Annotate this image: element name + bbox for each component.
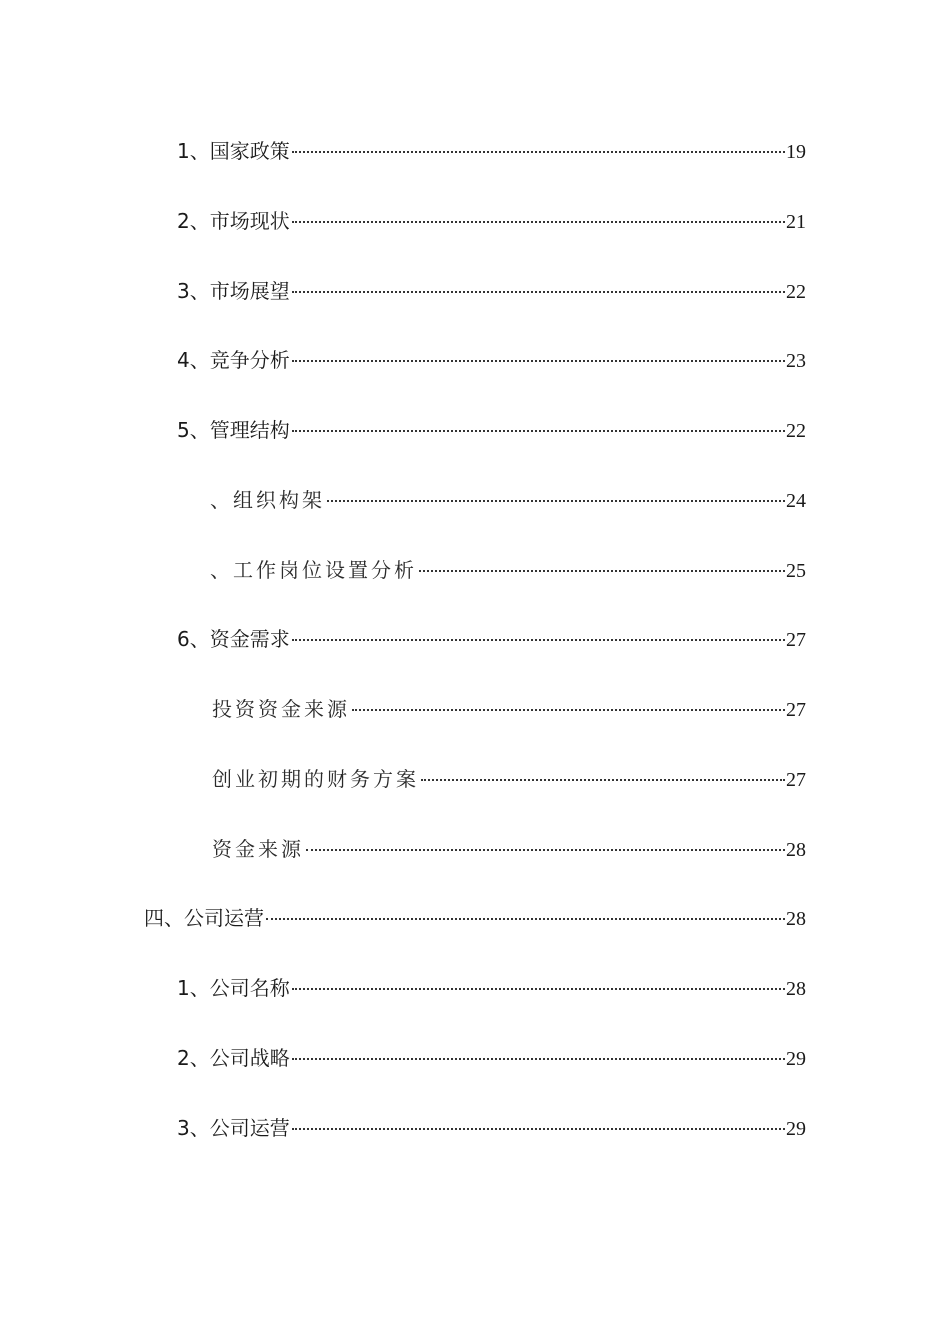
- toc-entry-label: 投资资金来源: [212, 697, 350, 721]
- toc-page-number: 24: [786, 490, 806, 512]
- toc-page-number: 19: [786, 141, 806, 163]
- toc-entry-label: 创业初期的财务方案: [212, 767, 419, 791]
- dot-leader: [292, 1128, 785, 1130]
- toc-entry[interactable]: [212, 764, 806, 794]
- toc-entry-label: 、组织构架: [210, 488, 325, 512]
- dot-leader: [421, 779, 785, 781]
- dot-leader: [292, 360, 785, 362]
- dot-leader: [419, 570, 785, 572]
- toc-page-number: 27: [786, 699, 806, 721]
- toc-entry[interactable]: [144, 903, 806, 933]
- toc-entry[interactable]: [177, 345, 806, 375]
- toc-entry-label: 1、公司名称: [177, 976, 290, 1000]
- toc-entry[interactable]: [212, 834, 806, 864]
- toc-entry[interactable]: [210, 485, 806, 515]
- toc-entry-label: 2、市场现状: [177, 209, 290, 233]
- dot-leader: [306, 849, 785, 851]
- dot-leader: [292, 151, 785, 153]
- toc-page-number: 22: [786, 281, 806, 303]
- toc-page-number: 29: [786, 1118, 806, 1140]
- toc-entry[interactable]: [177, 624, 806, 654]
- toc-entry-label: 6、资金需求: [177, 627, 290, 651]
- dot-leader: [292, 430, 785, 432]
- dot-leader: [292, 639, 785, 641]
- toc-page-number: 21: [786, 211, 806, 233]
- toc-entry-label: 5、管理结构: [177, 418, 290, 442]
- toc-entry[interactable]: [177, 1113, 806, 1143]
- dot-leader: [266, 918, 785, 920]
- toc-page-number: 29: [786, 1048, 806, 1070]
- toc-entry[interactable]: [177, 973, 806, 1003]
- toc-page-number: 25: [786, 560, 806, 582]
- dot-leader: [292, 1058, 785, 1060]
- toc-entry[interactable]: [177, 206, 806, 236]
- dot-leader: [292, 291, 785, 293]
- toc-page-number: 22: [786, 420, 806, 442]
- toc-page-number: 28: [786, 978, 806, 1000]
- toc-page-number: 23: [786, 350, 806, 372]
- toc-entry-label: 2、公司战略: [177, 1046, 290, 1070]
- toc-entry[interactable]: [212, 694, 806, 724]
- toc-entry[interactable]: [210, 555, 806, 585]
- dot-leader: [352, 709, 785, 711]
- dot-leader: [292, 221, 785, 223]
- dot-leader: [292, 988, 785, 990]
- toc-entry[interactable]: [177, 276, 806, 306]
- toc-entry[interactable]: [177, 1043, 806, 1073]
- dot-leader: [327, 500, 785, 502]
- toc-entry-label: 3、市场展望: [177, 279, 290, 303]
- toc-page-number: 28: [786, 908, 806, 930]
- toc-entry-label: 、工作岗位设置分析: [210, 558, 417, 582]
- toc-entry[interactable]: [177, 415, 806, 445]
- toc-entry[interactable]: [177, 136, 806, 166]
- toc-entry-label: 3、公司运营: [177, 1116, 290, 1140]
- toc-entry-label: 资金来源: [212, 837, 304, 861]
- toc-page-number: 27: [786, 629, 806, 651]
- toc-page-number: 28: [786, 839, 806, 861]
- toc-entry-label: 1、国家政策: [177, 139, 290, 163]
- toc-page-number: 27: [786, 769, 806, 791]
- toc-entry-label: 4、竞争分析: [177, 348, 290, 372]
- toc-entry-label: 四、公司运营: [144, 906, 264, 930]
